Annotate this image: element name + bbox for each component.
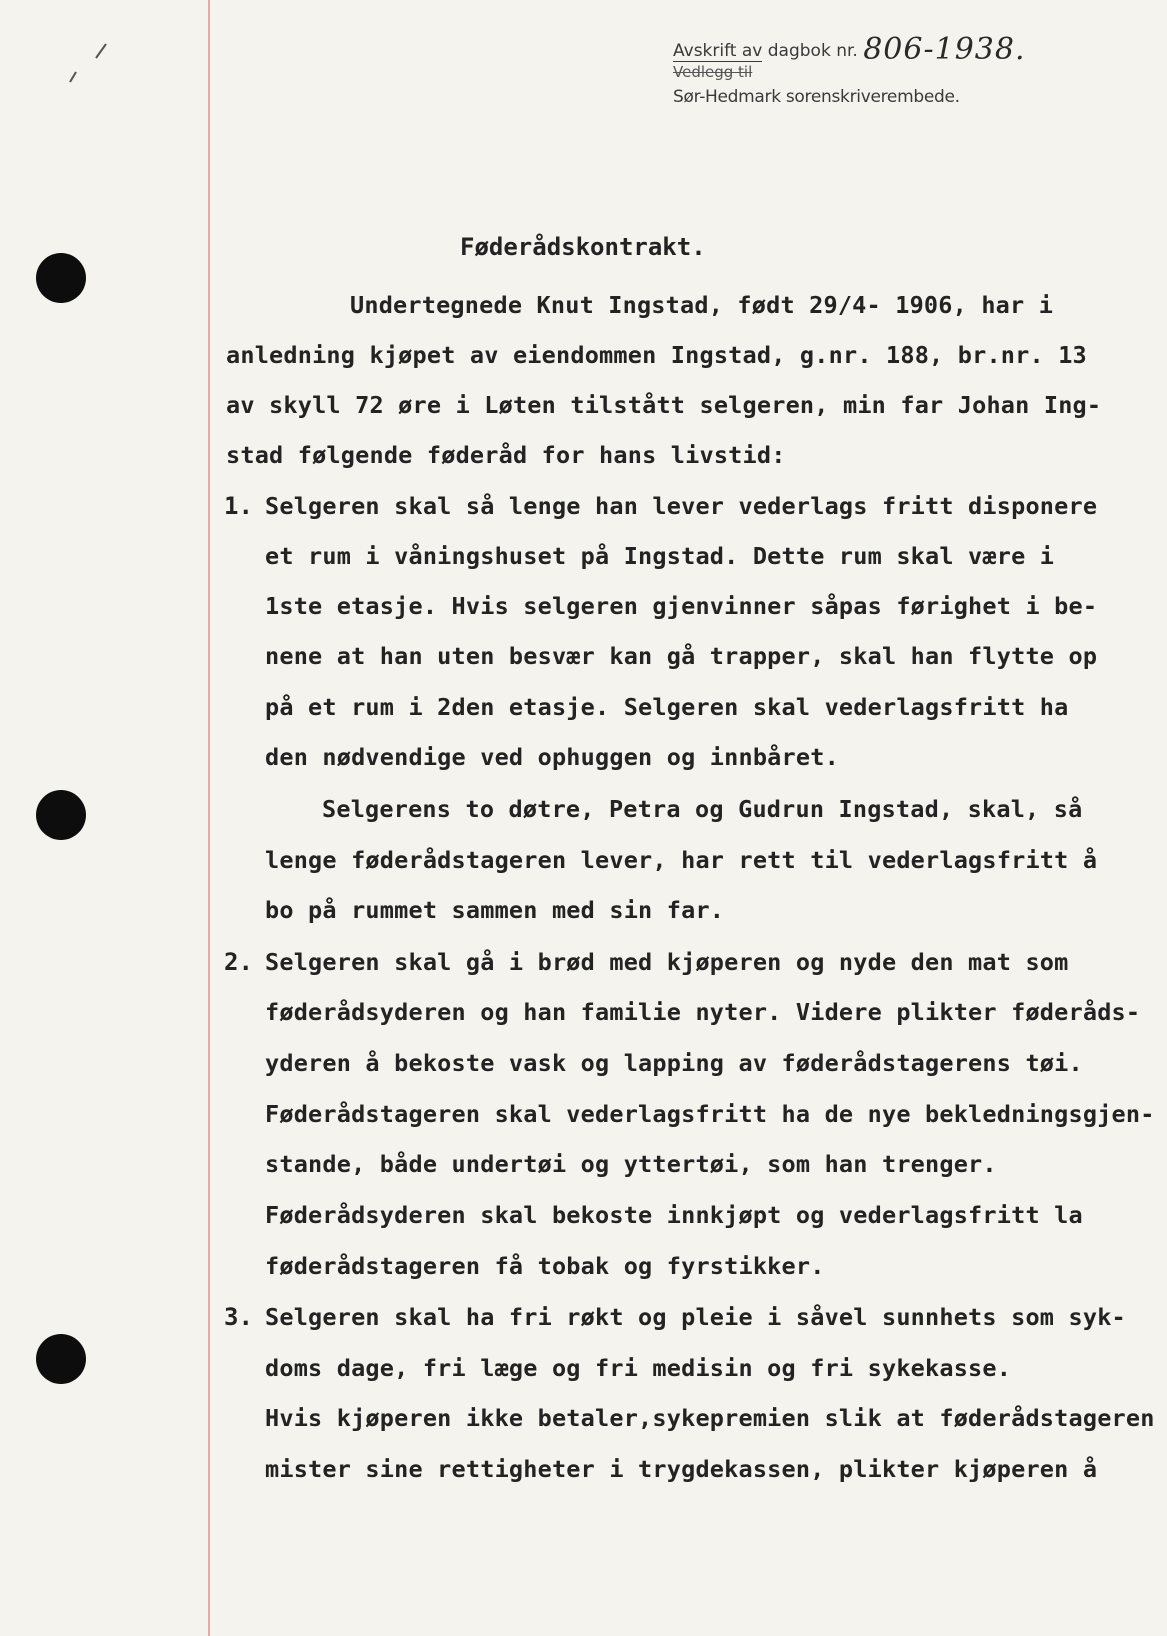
text-line: yderen å bekoste vask og lapping av føderådstagerens tøi. (265, 1049, 1083, 1077)
journal-number: 806-1938. (863, 32, 1026, 67)
text-line: føderådsyderen og han familie nyter. Videre plikter føderåds- (265, 998, 1141, 1026)
item-number: 1. (224, 492, 253, 520)
text-line: Selgeren skal ha fri røkt og pleie i såvel sunnhets som syk- (265, 1303, 1126, 1331)
text-line: føderådstageren få tobak og fyrstikker. (265, 1252, 825, 1280)
text-line: mister sine rettigheter i trygdekassen, plikter kjøperen å (265, 1455, 1098, 1483)
text-line: bo på rummet sammen med sin far. (265, 896, 725, 924)
text-line: Selgerens to døtre, Petra og Gudrun Ingstad, skal, så (322, 795, 1083, 823)
text-line: stad følgende føderåd for hans livstid: (226, 441, 786, 469)
text-line: 1ste etasje. Hvis selgeren gjenvinner såpas førighet i be- (265, 592, 1098, 620)
item-number: 2. (224, 948, 253, 976)
text-line: nene at han uten besvær kan gå trapper, skal han flytte op (265, 642, 1098, 670)
text-line: doms dage, fri læge og fri medisin og fri sykekasse. (265, 1354, 1012, 1382)
punch-hole-bottom (36, 1334, 86, 1384)
archive-stamp (673, 32, 1026, 107)
stamp-copy-of: Avskrift av (673, 41, 763, 61)
item-number: 3. (224, 1303, 253, 1331)
punch-hole-middle (36, 790, 86, 840)
text-line: Føderådsyderen skal bekoste innkjøpt og vederlagsfritt la (265, 1201, 1083, 1229)
margin-line (208, 0, 210, 1636)
text-line: Hvis kjøperen ikke betaler,sykepremien slik at føderådstageren (265, 1404, 1155, 1432)
text-line: lenge føderådstageren lever, har rett til vederlagsfritt å (265, 846, 1098, 874)
text-line: Selgeren skal gå i brød med kjøperen og nyde den mat som (265, 948, 1069, 976)
text-line: av skyll 72 øre i Løten tilstått selgeren, min far Johan Ing- (226, 391, 1102, 419)
stamp-office: Sør-Hedmark sorenskriverembede. (673, 87, 960, 107)
text-line: Føderådstageren skal vederlagsfritt ha de nye bekledningsgjen- (265, 1100, 1155, 1128)
text-line: Undertegnede Knut Ingstad, født 29/4- 1906, har i (350, 291, 1054, 319)
text-line: Selgeren skal så lenge han lever vederlags fritt disponere (265, 492, 1098, 520)
stamp-struck-word: Vedlegg til (673, 63, 753, 81)
text-line: et rum i våningshuset på Ingstad. Dette rum skal være i (265, 542, 1055, 570)
document-title: Føderådskontrakt. (460, 233, 706, 261)
text-line: på et rum i 2den etasje. Selgeren skal vederlagsfritt ha (265, 693, 1069, 721)
text-line: den nødvendige ved ophuggen og innbåret. (265, 743, 839, 771)
punch-hole-top (36, 253, 86, 303)
text-line: stande, både undertøi og yttertøi, som han trenger. (265, 1150, 997, 1178)
pen-mark (66, 40, 118, 86)
stamp-journal-label: dagbok nr. (767, 41, 858, 61)
text-line: anledning kjøpet av eiendommen Ingstad, g.nr. 188, br.nr. 13 (226, 341, 1087, 369)
